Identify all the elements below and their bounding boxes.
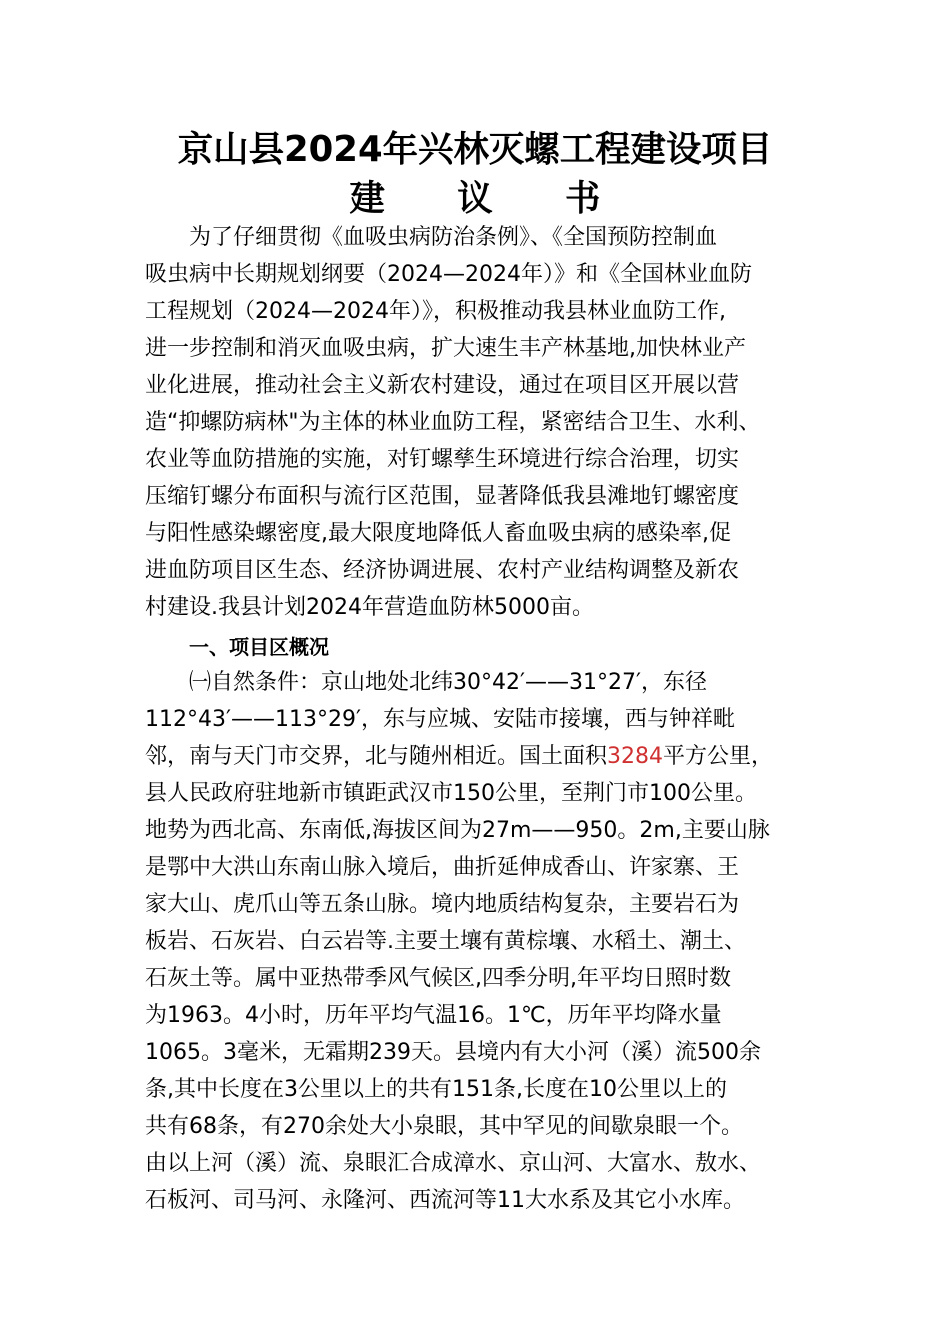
natural-line: 县人民政府驻地新市镇距武汉市150公里，至荆门市100公里。 — [145, 781, 757, 806]
intro-line: 业化进展，推动社会主义新农村建设，通过在项目区开展以营 — [145, 373, 740, 398]
natural-line: 石灰土等。属中亚热带季风气候区,四季分明,年平均日照时数 — [145, 966, 731, 991]
intro-line: 吸虫病中长期规划纲要（2024—2024年）》和《全国林业血防 — [145, 262, 752, 287]
natural-line: 地势为西北高、东南低,海拔区间为27m——950。2m,主要山脉 — [145, 818, 770, 843]
natural-line: 家大山、虎爪山等五条山脉。境内地质结构复杂，主要岩石为 — [145, 892, 740, 917]
document-title: 京山县2024年兴林灭螺工程建设项目 — [177, 129, 773, 170]
intro-line: 工程规划（2024—2024年）》，积极推动我县林业血防工作, — [145, 299, 726, 324]
natural-line: ㈠自然条件：京山地处北纬30°42′——31°27′，东径 — [189, 670, 707, 695]
natural-line: 1065。3毫米，无霜期239天。县境内有大小河（溪）流500余 — [145, 1040, 761, 1065]
intro-line: 压缩钉螺分布面积与流行区范围，显著降低我县滩地钉螺密度 — [145, 484, 740, 509]
intro-line: 进一步控制和消灭血吸虫病，扩大速生丰产林基地,加快林业产 — [145, 336, 746, 361]
natural-line: 条,其中长度在3公里以上的共有151条,长度在10公里以上的 — [145, 1077, 727, 1102]
natural-line: 板岩、石灰岩、白云岩等.主要土壤有黄棕壤、水稻土、潮土、 — [145, 929, 746, 954]
intro-line: 农业等血防措施的实施，对钉螺孳生环境进行综合治理，切实 — [145, 447, 740, 472]
intro-line: 进血防项目区生态、经济协调进展、农村产业结构调整及新农 — [145, 558, 740, 583]
natural-line: 石板河、司马河、永隆河、西流河等11大水系及其它小水库。 — [145, 1188, 745, 1213]
intro-line: 造“抑螺防病林"为主体的林业血防工程，紧密结合卫生、水利、 — [145, 410, 761, 435]
document-subtitle: 建 议 书 — [349, 178, 631, 219]
intro-line: 村建设.我县计划2024年营造血防林5000亩。 — [145, 595, 594, 620]
natural-line-text: 邻，南与天门市交界，北与随州相近。国土面积 — [145, 744, 608, 769]
section-heading: 一、项目区概况 — [189, 635, 329, 659]
natural-line: 为1963。4小时，历年平均气温16。1℃，历年平均降水量 — [145, 1003, 722, 1028]
natural-line: 共有68条，有270余处大小泉眼，其中罕见的间歇泉眼一个。 — [145, 1114, 743, 1139]
natural-line: 112°43′——113°29′，东与应城、安陆市接壤，西与钟祥毗 — [145, 707, 735, 732]
natural-line: 是鄂中大洪山东南山脉入境后，曲折延伸成香山、许家寨、王 — [145, 855, 740, 880]
natural-line — [145, 742, 835, 772]
intro-line: 为了仔细贯彻《血吸虫病防治条例》、《全国预防控制血 — [189, 225, 718, 250]
natural-line-text: 平方公里， — [663, 744, 774, 769]
intro-line: 与阳性感染螺密度,最大限度地降低人畜血吸虫病的感染率,促 — [145, 521, 731, 546]
natural-line: 由以上河（溪）流、泉眼汇合成漳水、京山河、大富水、敖水、 — [145, 1151, 762, 1176]
area-value: 3284 — [607, 744, 664, 769]
